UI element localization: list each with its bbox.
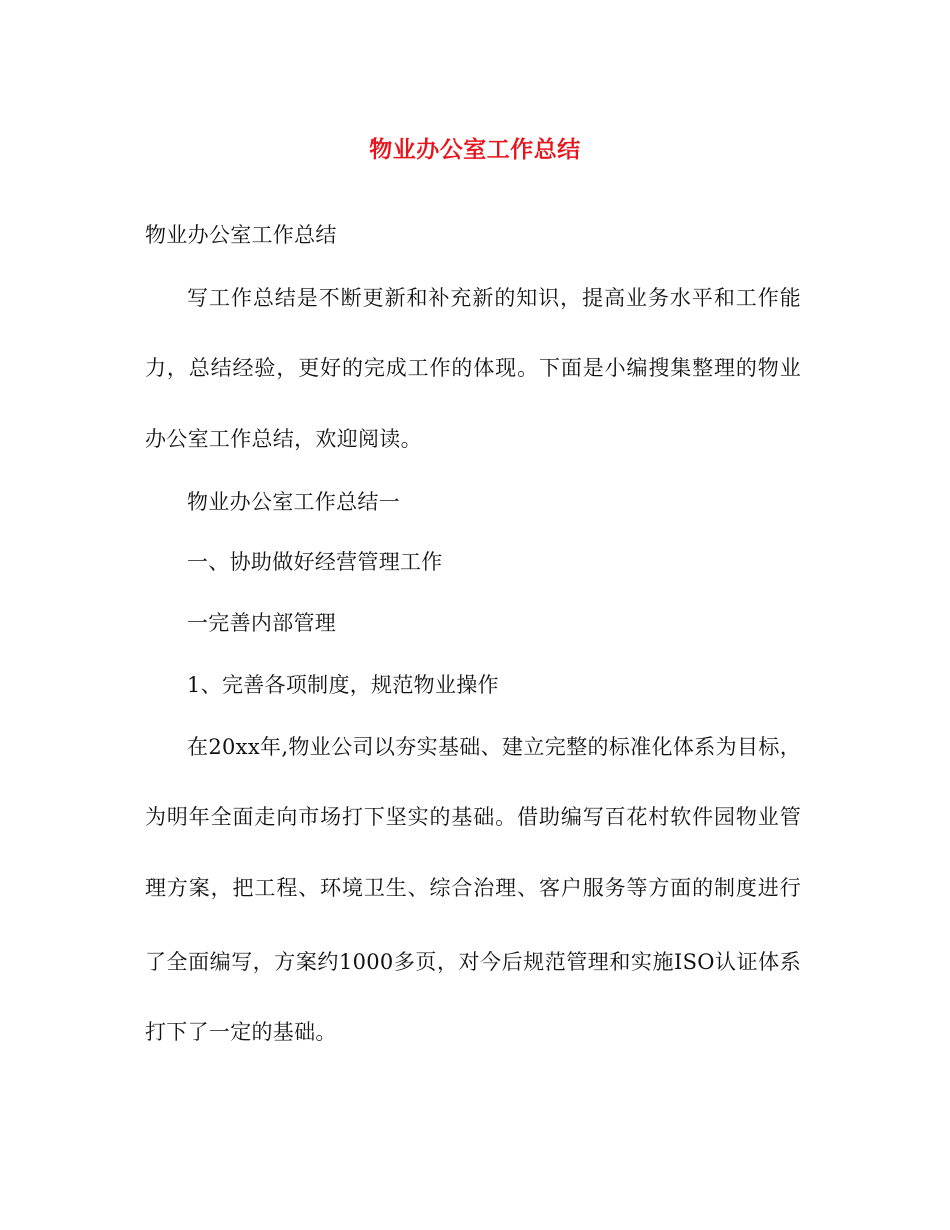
document-subtitle: 物业办公室工作总结 <box>145 223 337 247</box>
body-line-5: 打下了一定的基础。 <box>145 1020 337 1044</box>
section-heading: 物业办公室工作总结一 <box>187 490 400 514</box>
heading-level-3: 1、完善各项制度，规范物业操作 <box>187 673 499 697</box>
document-title: 物业办公室工作总结 <box>369 136 581 163</box>
intro-line-2: 力，总结经验，更好的完成工作的体现。下面是小编搜集整理的物业 <box>145 356 801 380</box>
heading-level-1: 一、协助做好经营管理工作 <box>187 550 443 574</box>
body-line-3: 理方案，把工程、环境卫生、综合治理、客户服务等方面的制度进行 <box>145 876 801 900</box>
body-line-4: 了全面编写，方案约1000多页，对今后规范管理和实施ISO认证体系 <box>145 950 801 974</box>
body-line-2: 为明年全面走向市场打下坚实的基础。借助编写百花村软件园物业管 <box>145 805 801 829</box>
intro-line-1: 写工作总结是不断更新和补充新的知识，提高业务水平和工作能 <box>187 286 801 310</box>
body-line-1: 在20xx年,物业公司以夯实基础、建立完整的标准化体系为目标， <box>187 735 801 759</box>
intro-line-3: 办公室工作总结，欢迎阅读。 <box>145 427 422 451</box>
heading-level-2: 一完善内部管理 <box>187 611 337 635</box>
